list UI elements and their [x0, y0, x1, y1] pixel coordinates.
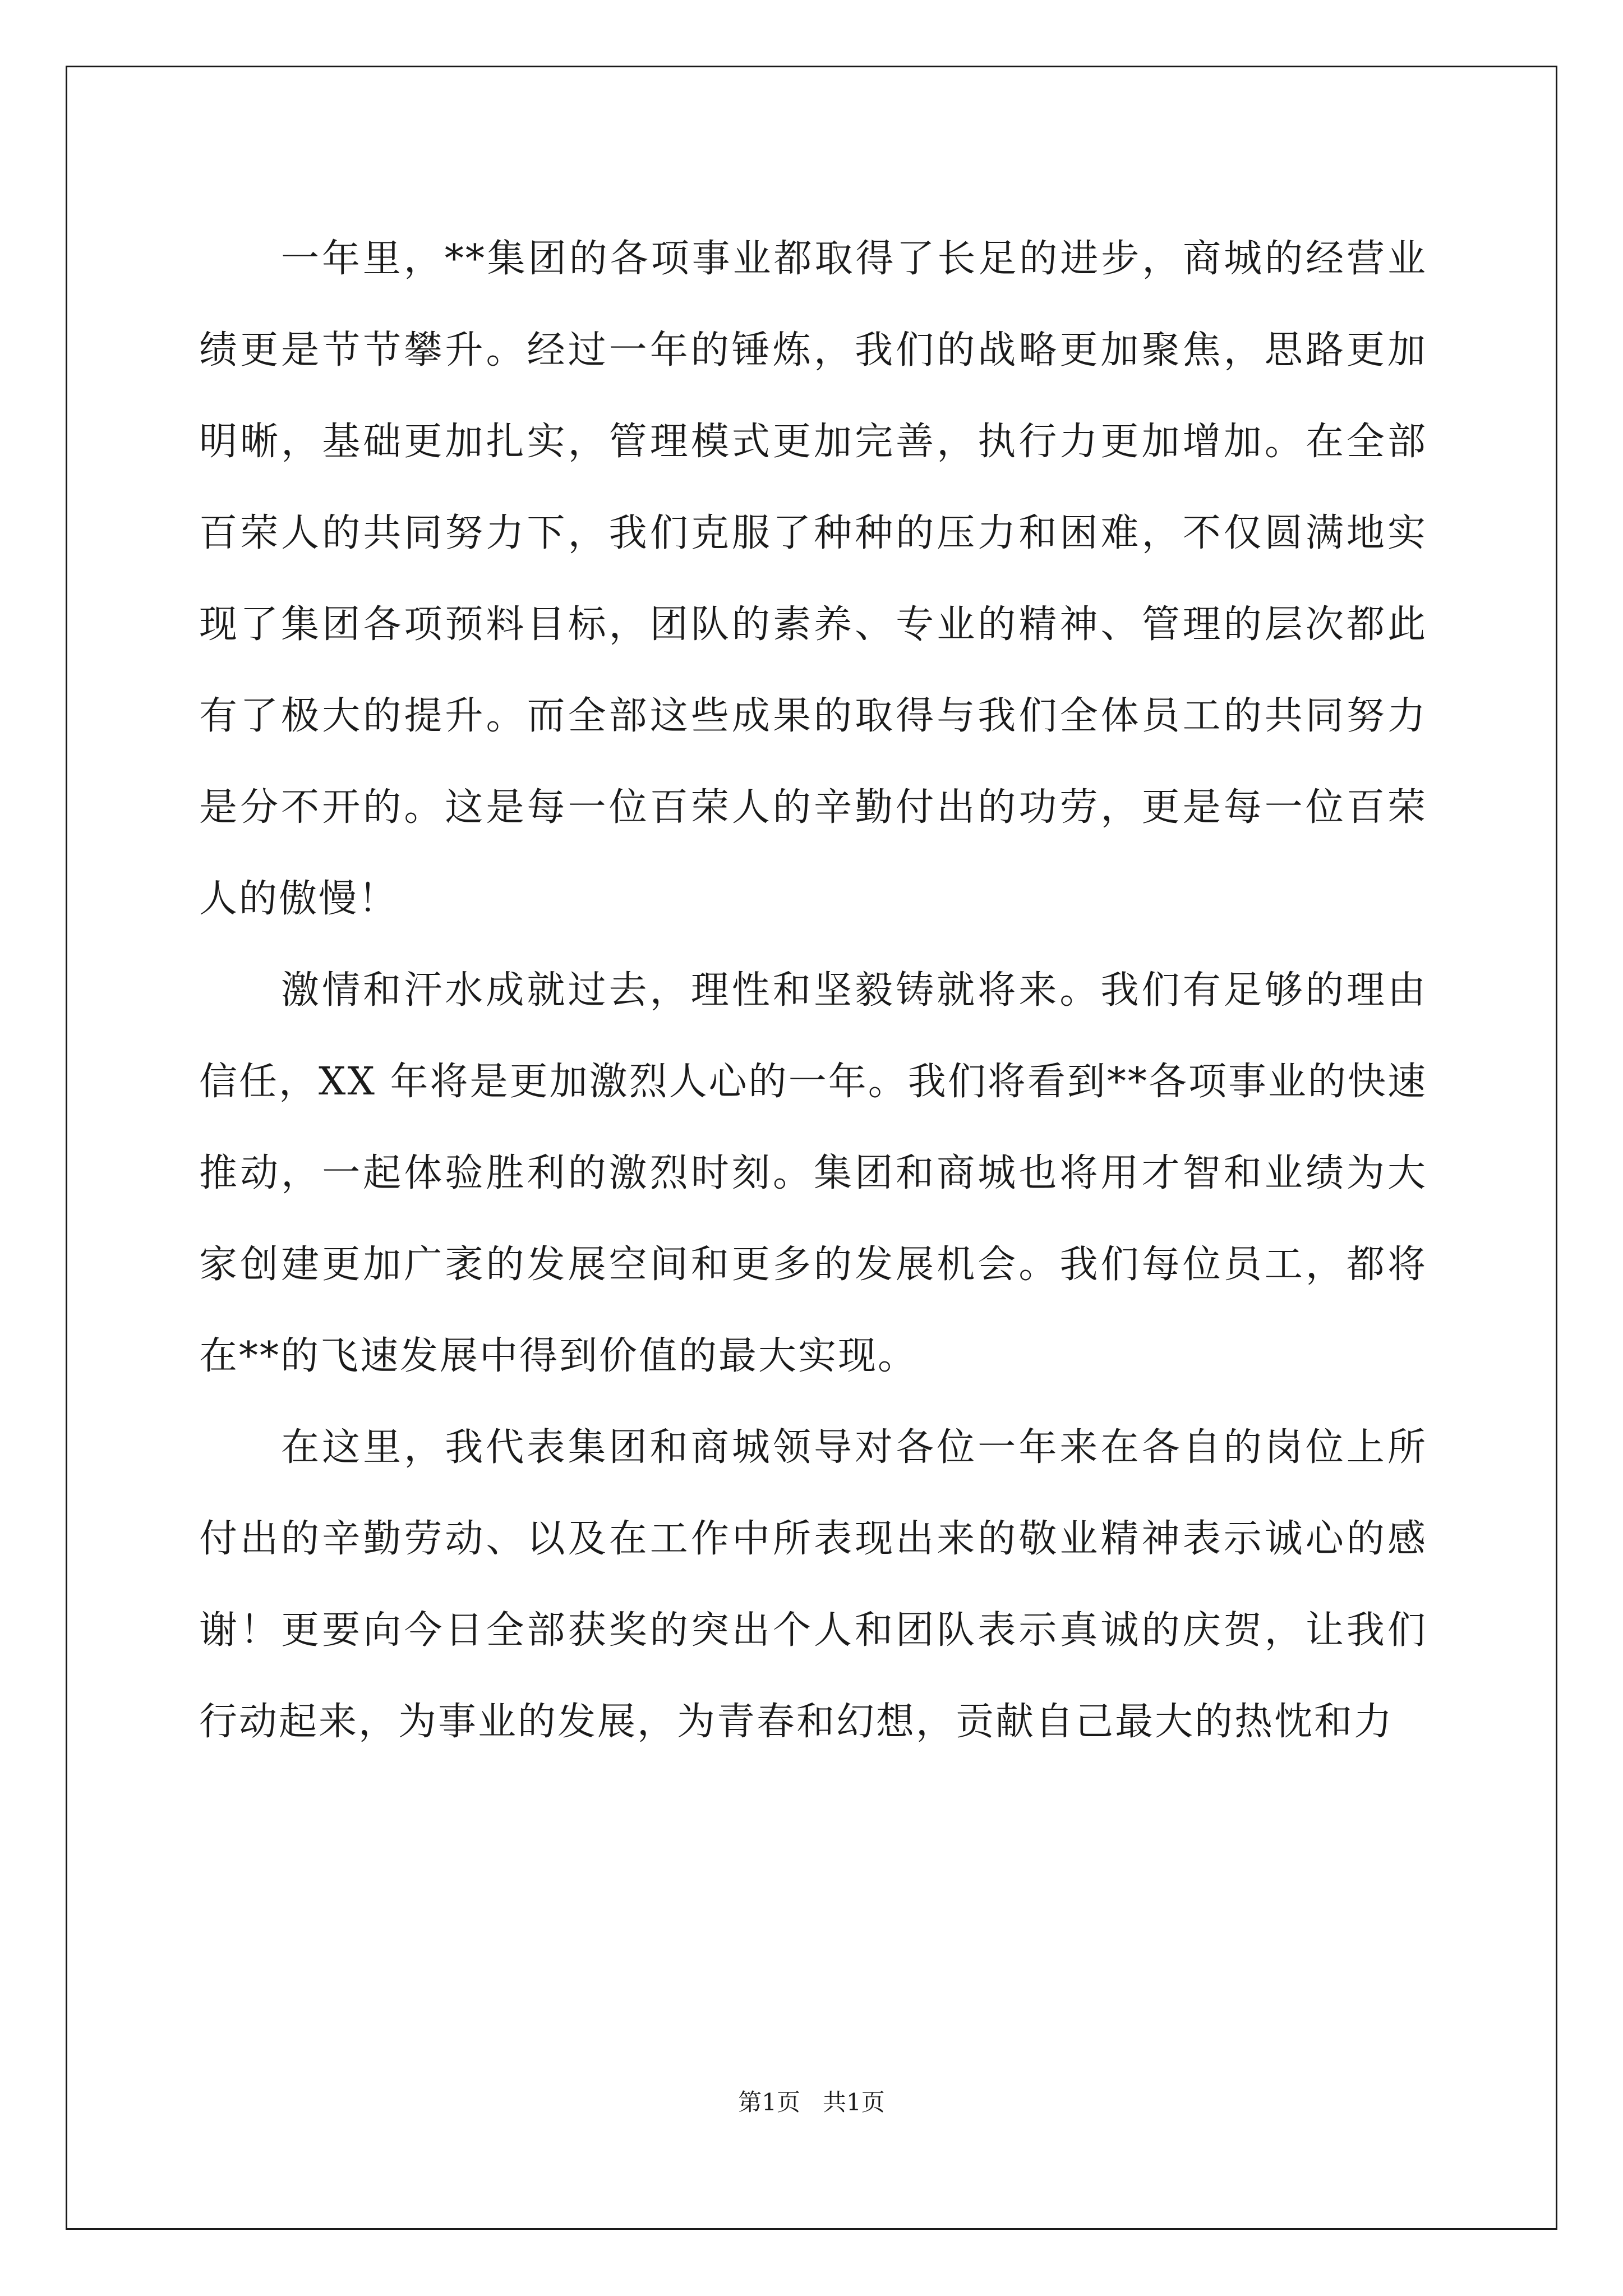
document-body	[199, 213, 1427, 1768]
paragraph-3: 在这里，我代表集团和商城领导对各位一年来在各自的岗位上所付出的辛勤劳动、以及在工作中所表现出来的敬业精神表示诚心的感谢！更要向今日全部获奖的突出个人和团队表示真诚的庆贺，让我们行动起来，为事业的发展，为青春和幻想，贡献自己最大的热忱和力	[199, 1425, 1427, 1744]
paragraph-2: 激情和汗水成就过去，理性和坚毅铸就将来。我们有足够的理由信任，XX 年将是更加激烈人心的一年。我们将看到**各项事业的快速推动，一起体验胜利的激烈时刻。集团和商城也将用才智和业绩为大家创建更加广袤的发展空间和更多的发展机会。我们每位员工，都将在**的飞速发展中得到价值的最大实现。	[199, 968, 1427, 1378]
page-footer: 第1页 共1页	[738, 2088, 885, 2116]
paragraph-1: 一年里，**集团的各项事业都取得了长足的进步，商城的经营业绩更是节节攀升。经过一年的锤炼，我们的战略更加聚焦，思路更加明晰，基础更加扎实，管理模式更加完善，执行力更加增加。在全部百荣人的共同努力下，我们克服了种种的压力和困难，不仅圆满地实现了集团各项预料目标，团队的素养、专业的精神、管理的层次都此有了极大的提升。而全部这些成果的取得与我们全体员工的共同努力是分不开的。这是每一位百荣人的辛勤付出的功劳，更是每一位百荣人的傲慢！	[199, 237, 1427, 921]
